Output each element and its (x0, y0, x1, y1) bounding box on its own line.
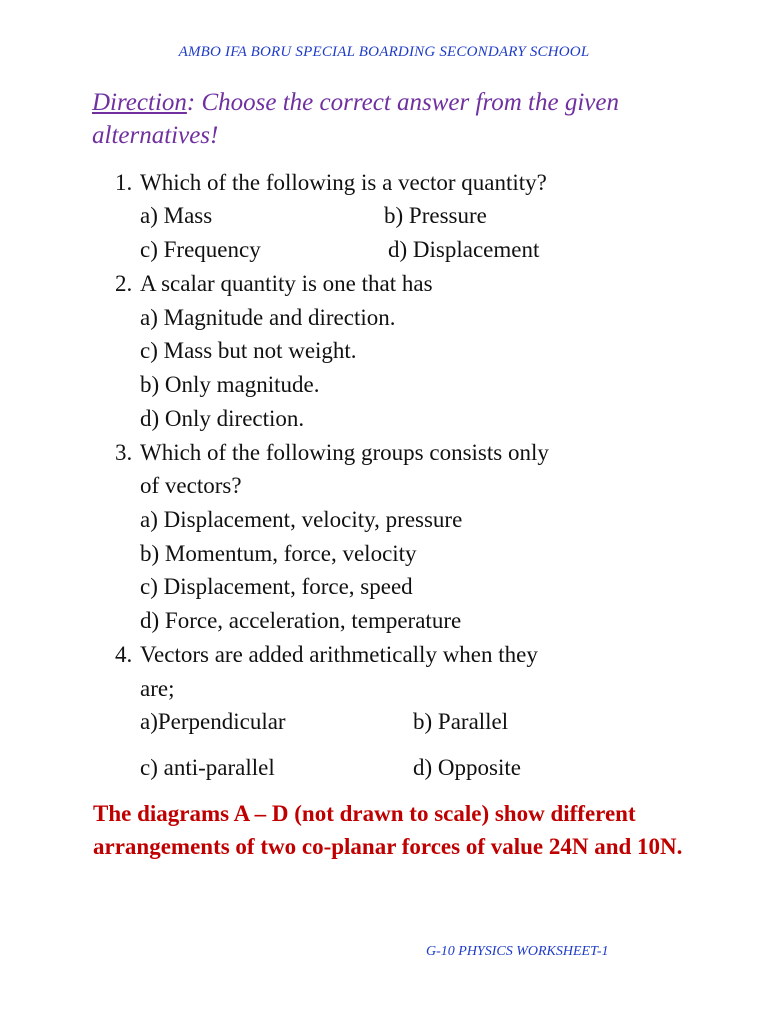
option-4a[interactable]: a)Perpendicular (140, 709, 286, 734)
option-2a[interactable]: a) Magnitude and direction. (140, 305, 396, 330)
question-number: 4. (115, 642, 133, 667)
option-3c[interactable]: c) Displacement, force, speed (140, 574, 413, 599)
option-1b[interactable]: b) Pressure (384, 203, 487, 228)
option-3d[interactable]: d) Force, acceleration, temperature (140, 608, 462, 633)
option-4d[interactable]: d) Opposite (413, 755, 521, 780)
diagram-note: The diagrams A – D (not drawn to scale) show different arrangements of two co-planar forces of value 24N and 10N. (93, 801, 683, 859)
question-text-line-2: are; (140, 676, 175, 701)
option-3a[interactable]: a) Displacement, velocity, pressure (140, 507, 463, 532)
question-text-line-2: of vectors? (140, 473, 242, 498)
question-text: A scalar quantity is one that has (140, 271, 433, 296)
question-number: 1. (115, 170, 133, 195)
question-text-line-1: Which of the following groups consists only (140, 440, 549, 465)
question-text-line-1: Vectors are added arithmetically when they (140, 642, 538, 667)
worksheet-footer: G-10 PHYSICS WORKSHEET-1 (426, 944, 609, 959)
question-number: 2. (115, 271, 133, 296)
option-2d[interactable]: d) Only direction. (140, 406, 305, 431)
option-4b[interactable]: b) Parallel (413, 709, 509, 734)
option-2c[interactable]: c) Mass but not weight. (140, 338, 357, 363)
school-header: AMBO IFA BORU SPECIAL BOARDING SECONDARY SCHOOL (178, 44, 590, 60)
option-3b[interactable]: b) Momentum, force, velocity (140, 541, 417, 566)
direction-text: : Choose the correct answer from the given alternatives! (92, 89, 619, 149)
option-1d[interactable]: d) Displacement (388, 237, 540, 262)
option-1c[interactable]: c) Frequency (140, 237, 261, 262)
direction-instruction (92, 86, 692, 152)
question-number: 3. (115, 440, 133, 465)
direction-label: Direction (92, 89, 187, 116)
option-4c[interactable]: c) anti-parallel (140, 755, 275, 780)
question-text: Which of the following is a vector quantity? (140, 170, 547, 195)
option-1a[interactable]: a) Mass (140, 203, 213, 228)
option-2b[interactable]: b) Only magnitude. (140, 372, 320, 397)
